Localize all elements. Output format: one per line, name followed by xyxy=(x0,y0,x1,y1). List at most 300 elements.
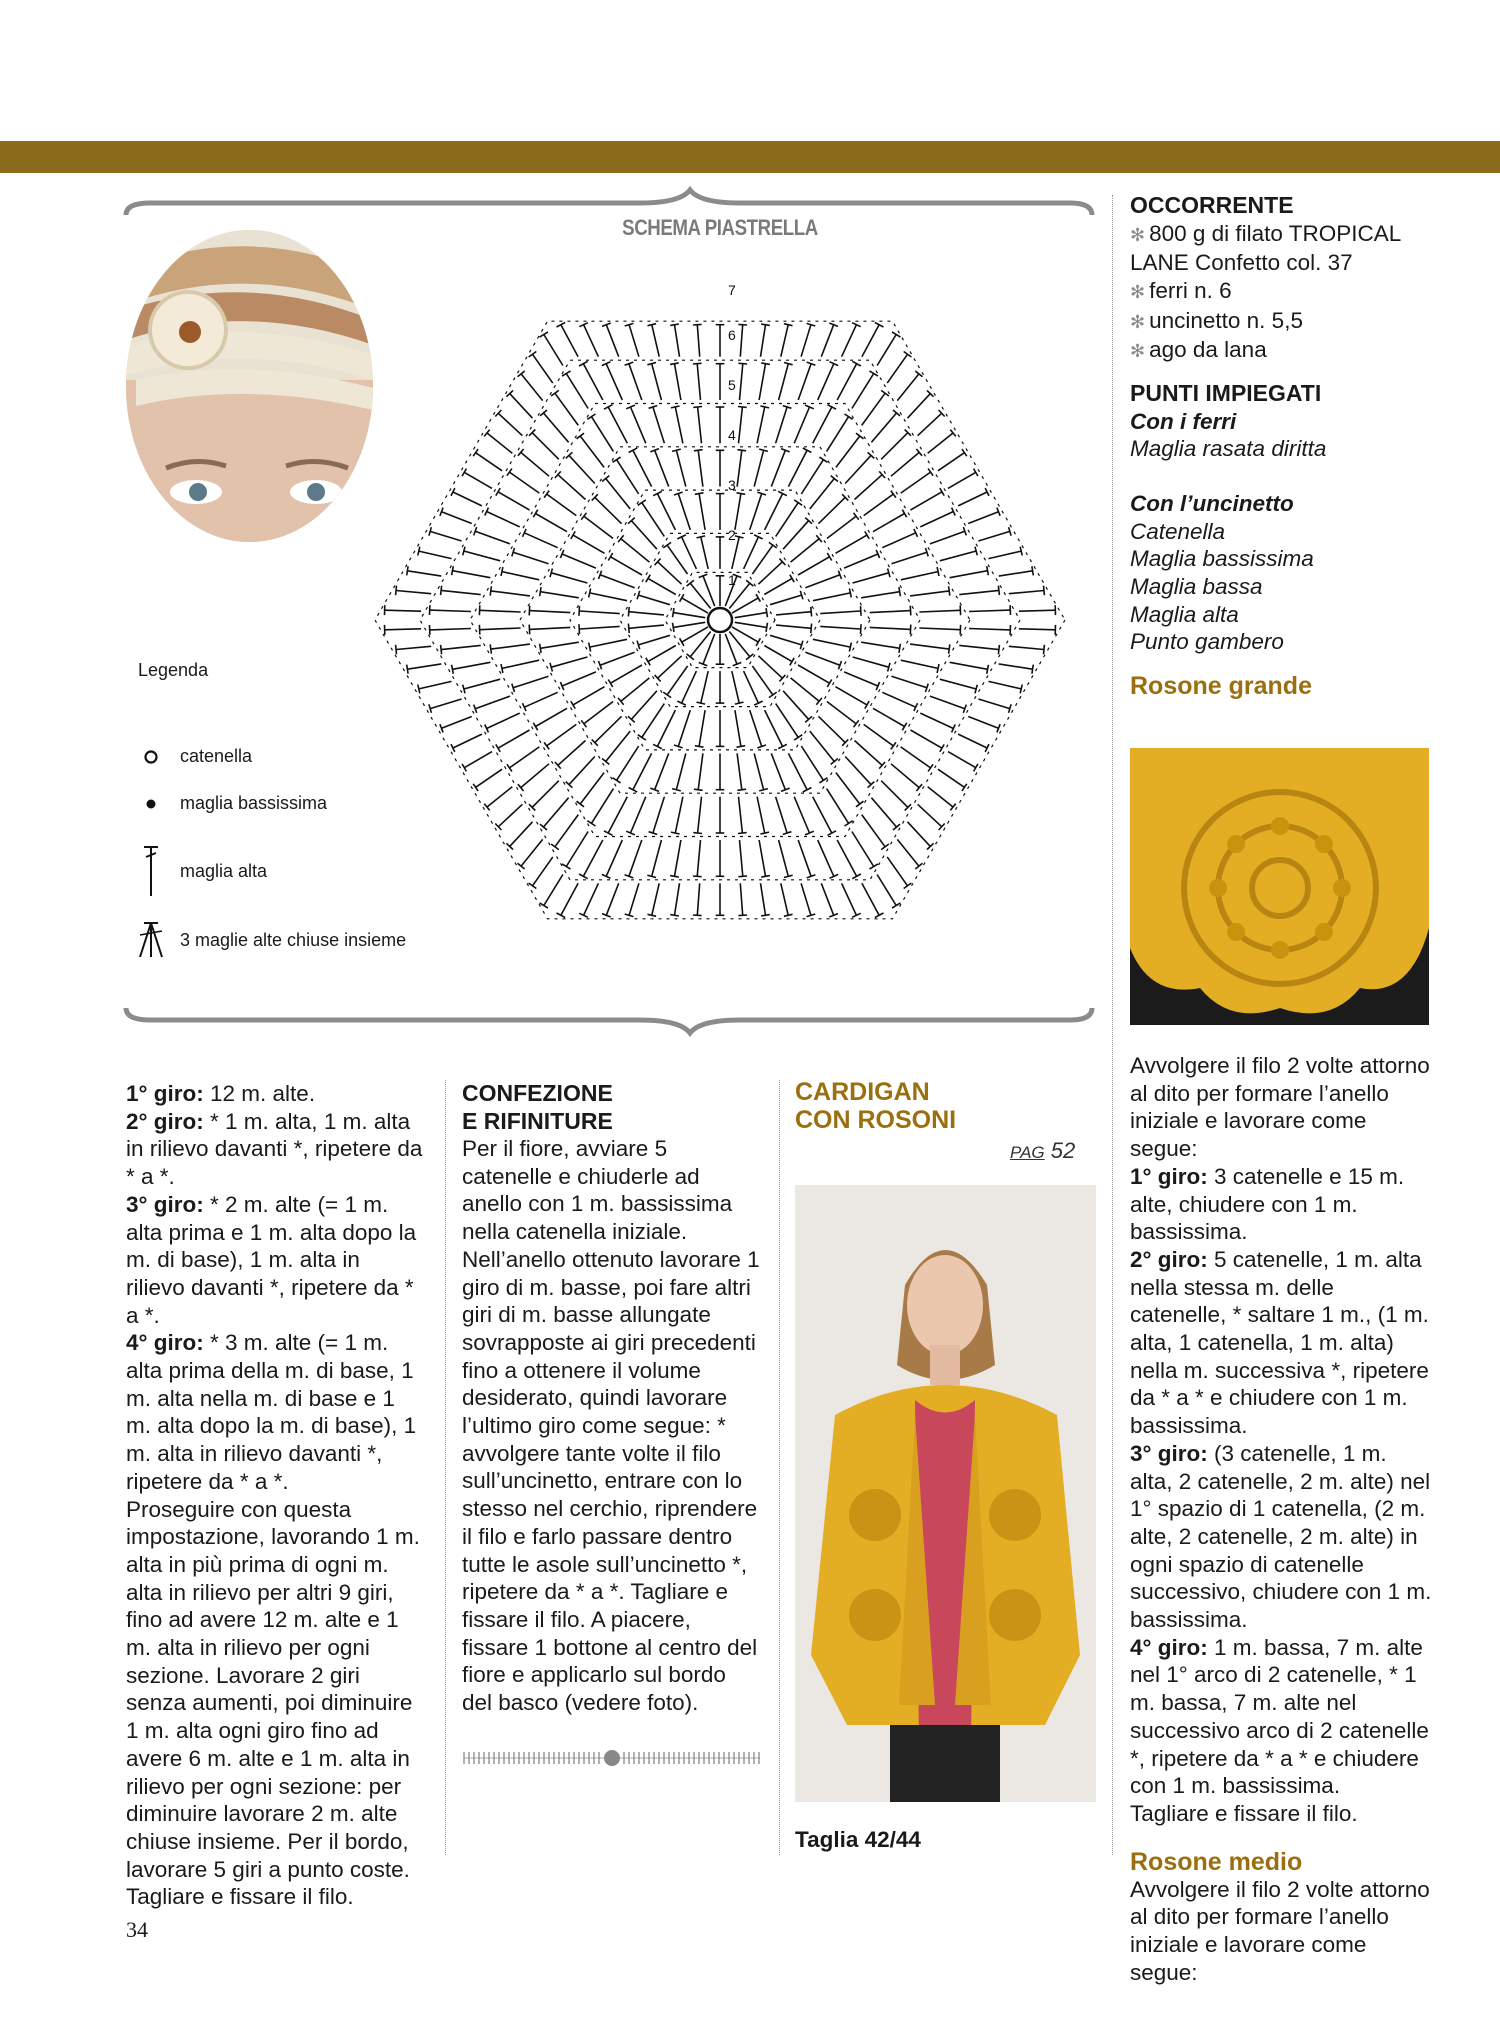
stitch-mark xyxy=(735,613,767,618)
stitch-mark xyxy=(735,622,767,627)
stitch-mark xyxy=(498,492,530,510)
stitch-mark xyxy=(950,571,988,578)
stitch-mark xyxy=(737,450,742,486)
stitch-mark xyxy=(453,662,491,669)
stitch-mark xyxy=(740,325,742,357)
stitch-mark xyxy=(805,575,840,588)
stitch-mark xyxy=(536,708,568,726)
rosone-grande-photo xyxy=(1130,748,1429,1025)
stitch-cap xyxy=(962,784,967,791)
stitch-mark xyxy=(901,572,938,580)
stitch-cap xyxy=(557,322,566,327)
stitch-mark xyxy=(480,610,521,612)
stitch-mark xyxy=(897,374,919,401)
stitch-cap xyxy=(551,844,559,850)
stitch-mark xyxy=(940,551,976,561)
stitch-cap xyxy=(490,644,491,653)
stitch-mark xyxy=(820,626,861,629)
stitch-mark xyxy=(779,840,789,876)
stitch-mark xyxy=(744,537,759,569)
stitch-cap xyxy=(819,457,827,462)
stitch-mark xyxy=(498,730,530,748)
stitch-cap xyxy=(670,363,679,365)
stitch-cap xyxy=(949,586,950,595)
stitch-mark xyxy=(754,753,763,789)
stitch-mark xyxy=(675,797,683,833)
stitch-mark xyxy=(836,773,860,804)
stitch-mark xyxy=(606,479,631,509)
stitch-mark xyxy=(968,717,998,729)
stitch-mark xyxy=(776,612,811,615)
stitch-mark xyxy=(573,687,605,705)
stitch-mark xyxy=(801,746,823,780)
stitch-mark xyxy=(918,413,942,435)
stitch-mark xyxy=(920,512,953,527)
stitch-cap xyxy=(608,680,612,688)
stitch-mark xyxy=(611,557,643,575)
stitch-cap xyxy=(473,449,478,456)
stitch-mark xyxy=(385,629,421,630)
stitch-mark xyxy=(579,626,620,629)
stitch-cap xyxy=(608,553,612,561)
stitch-mark xyxy=(682,537,697,569)
stitch-mark xyxy=(606,883,618,915)
stitch-cap xyxy=(738,407,747,408)
stitch-mark xyxy=(584,702,613,724)
uncinetto-item: Maglia alta xyxy=(1130,601,1239,627)
stitch-mark xyxy=(805,652,840,665)
stitch-mark xyxy=(757,797,765,833)
stitch-mark xyxy=(901,472,931,493)
stitch-mark xyxy=(442,717,472,729)
stitch-mark xyxy=(675,325,680,357)
stitch-mark xyxy=(877,335,896,366)
stitch-mark xyxy=(673,622,705,627)
stitch-cap xyxy=(694,450,703,451)
punti-title: PUNTI IMPIEGATI xyxy=(1130,380,1322,407)
round-number: 5 xyxy=(728,377,736,393)
stitch-mark xyxy=(533,857,553,886)
rosone-grande-end: Tagliare e fissare il filo. xyxy=(1130,1800,1358,1826)
stitch-cap xyxy=(533,510,537,518)
stitch-mark xyxy=(678,710,690,746)
stitch-mark xyxy=(740,364,743,400)
stitch-mark xyxy=(532,354,552,383)
stitch-mark xyxy=(675,840,681,876)
stitch-mark xyxy=(810,731,835,761)
stitch-mark xyxy=(701,671,708,703)
stitch-cap xyxy=(577,433,585,439)
stitch-cap xyxy=(540,644,542,653)
stitch-mark xyxy=(487,433,512,453)
stitch-cap xyxy=(766,608,768,617)
stitch-mark xyxy=(794,797,809,833)
stitch-cap xyxy=(784,875,793,877)
stitch-cap xyxy=(962,449,967,456)
stitch-mark xyxy=(648,578,676,594)
stitch-cap xyxy=(671,832,680,834)
stitch-cap xyxy=(861,624,862,634)
stitch-mark xyxy=(655,450,669,486)
stitch-mark xyxy=(783,691,809,720)
stitch-mark xyxy=(667,666,687,695)
stitch-cap xyxy=(761,363,770,365)
stitch-mark xyxy=(1009,591,1044,594)
stitch-cap xyxy=(452,665,454,674)
stitch-mark xyxy=(521,839,543,866)
stitch-mark xyxy=(573,535,605,553)
hexagon-crochet-diagram xyxy=(330,265,1110,975)
stitch-cap xyxy=(737,493,746,495)
stitch-mark xyxy=(562,672,596,686)
stitch-mark xyxy=(827,702,856,724)
stitch-mark xyxy=(580,773,604,804)
stitch-cap xyxy=(672,789,681,791)
stitch-mark xyxy=(701,537,708,569)
stitch-mark xyxy=(740,883,742,915)
stitch-mark xyxy=(801,325,811,357)
stitch-mark xyxy=(901,660,938,668)
stitch-mark xyxy=(498,804,522,826)
stitch-mark xyxy=(698,407,702,443)
stitch-cap xyxy=(766,623,768,632)
stitch-cap xyxy=(759,789,768,791)
asterisk-icon: ✻ xyxy=(1130,224,1146,245)
stitch-cap xyxy=(811,607,812,617)
stitch-mark xyxy=(566,374,588,409)
stitch-mark xyxy=(776,797,788,833)
stitch-mark xyxy=(818,364,834,400)
stitch-mark xyxy=(901,747,931,768)
stitch-cap xyxy=(529,606,530,616)
stitch-mark xyxy=(887,354,907,383)
stitch-mark xyxy=(633,450,652,486)
stitch-mark xyxy=(882,533,915,548)
stitch-mark xyxy=(959,645,999,649)
stitch-mark xyxy=(430,629,471,630)
stitch-cap xyxy=(949,644,950,653)
stitch-mark xyxy=(653,797,665,833)
stitch-cap xyxy=(875,913,884,918)
stitch-cap xyxy=(663,692,671,698)
stitch-mark xyxy=(697,840,700,876)
rosone-grande-title: Rosone grande xyxy=(1130,672,1312,701)
stitch-cap xyxy=(647,875,656,877)
stitch-mark xyxy=(430,531,462,541)
stitch-mark xyxy=(969,610,1010,611)
stitch-mark xyxy=(633,753,652,789)
page-reference[interactable]: PAG 52 xyxy=(1010,1138,1076,1163)
stitch-mark xyxy=(652,325,659,357)
stitch-mark xyxy=(844,672,878,686)
stitch-cap xyxy=(693,324,702,325)
beret-body-text: Proseguire con questa impostazione, lavorando 1 m. alta in più prima di ogni m. alta in rilievo per altri 9 giri, fino ad avere 12 m. alte e 1 m. alta in rilievo per ogni sezione. Lavorare 2 giri senza aumenti, poi diminuire 1 m. alta ogni giro fino ad avere 6 m. alte e 1 m. alta in rilievo per ogni sezione: per diminuire lavorare 2 m. alte chiuse insieme. Per il bordo, lavorare 5 giri a punto coste. Tagliare e fissare il filo. xyxy=(126,1496,420,1910)
stitch-mark xyxy=(590,639,628,647)
stitch-mark xyxy=(617,746,639,780)
stitch-mark xyxy=(754,450,763,486)
stitch-mark xyxy=(419,681,452,689)
stitch-mark xyxy=(532,433,559,460)
occorrente-item: ✻ 800 g di filato TROPICAL LANE Confetto col. 37 xyxy=(1130,220,1401,276)
stitch-mark xyxy=(682,671,697,703)
stitch-mark xyxy=(521,452,549,476)
uncinetto-item: Catenella xyxy=(1130,518,1226,544)
stitch-mark xyxy=(928,787,953,807)
stitch-mark xyxy=(861,592,900,598)
stitch-mark xyxy=(667,545,687,574)
stitch-mark xyxy=(524,533,557,548)
stitch-mark xyxy=(480,628,521,630)
stitch-mark xyxy=(491,644,530,649)
stitch-mark xyxy=(638,635,670,645)
stitch-mark xyxy=(606,840,622,876)
stitch-mark xyxy=(562,554,596,568)
stitch-mark xyxy=(642,503,665,537)
stitch-mark xyxy=(920,713,953,728)
stitch-mark xyxy=(697,364,700,400)
stitch-cap xyxy=(902,510,906,518)
stitch-cap xyxy=(1020,685,1022,694)
round-number: 1 xyxy=(728,572,736,588)
stitch-mark xyxy=(491,591,530,596)
stitch-mark xyxy=(698,753,703,789)
stitch-cap xyxy=(693,876,702,877)
stitch-cap xyxy=(671,406,680,408)
stitch-cap xyxy=(670,324,679,325)
stitch-cap xyxy=(937,567,939,576)
stitch-mark xyxy=(752,666,772,695)
stitch-mark xyxy=(871,413,896,442)
stitch-mark xyxy=(385,610,421,611)
stitch-cap xyxy=(827,553,831,561)
stitch-mark xyxy=(584,325,599,357)
stitch-mark xyxy=(547,494,577,515)
stitch-cap xyxy=(856,433,864,439)
cardigan-title-line2: CON ROSONI xyxy=(795,1106,957,1134)
stitch-cap xyxy=(891,491,896,498)
stitch-cap xyxy=(827,680,831,688)
stitch-cap xyxy=(761,915,770,916)
uncinetto-item: Maglia bassissima xyxy=(1130,546,1314,572)
stitch-mark xyxy=(881,433,908,460)
stitch-mark xyxy=(737,753,742,789)
stitch-mark xyxy=(558,475,586,500)
stitch-cap xyxy=(648,324,657,326)
uncinetto-item: Punto gambero xyxy=(1130,629,1284,655)
stitch-cap xyxy=(738,324,747,325)
stitch-cap xyxy=(737,746,746,748)
stitch-cap xyxy=(533,723,537,731)
stitch-cap xyxy=(928,764,933,771)
stitch-mark xyxy=(498,413,522,435)
stitch-mark xyxy=(532,781,559,808)
stitch-mark xyxy=(959,590,999,594)
stitch-mark xyxy=(771,450,785,486)
stitch-cap xyxy=(697,702,706,704)
stitch-mark xyxy=(611,665,643,683)
stitch-cap xyxy=(579,624,580,634)
stitch-mark xyxy=(608,797,627,833)
stitch-mark xyxy=(407,664,441,669)
stitch-mark xyxy=(764,578,792,594)
column-divider xyxy=(1112,195,1113,1855)
stitch-mark xyxy=(770,595,802,605)
stitch-mark xyxy=(910,644,949,649)
stitch-mark xyxy=(844,554,878,568)
stitch-mark xyxy=(476,769,503,787)
stitch-mark xyxy=(877,875,896,906)
stitch-mark xyxy=(870,611,911,613)
stitch-mark xyxy=(464,679,500,689)
filled-dot-icon xyxy=(134,796,168,812)
stitch-mark xyxy=(918,804,942,826)
stitch-cap xyxy=(501,567,503,576)
stitch-mark xyxy=(561,883,578,915)
stitch-mark xyxy=(881,781,908,808)
stitch-mark xyxy=(540,592,579,598)
stitch-cap xyxy=(937,664,939,673)
stitch-cap xyxy=(540,587,542,596)
stitch-mark xyxy=(813,593,851,601)
stitch-mark xyxy=(788,450,807,486)
stitch-cap xyxy=(452,566,454,575)
stitch-cap xyxy=(628,607,629,617)
stitch-mark xyxy=(818,716,845,742)
stitch-mark xyxy=(591,417,613,452)
stitch-mark xyxy=(794,407,809,443)
slider-ornament xyxy=(462,1746,762,1770)
stitch-mark xyxy=(678,494,690,530)
stitch-cap xyxy=(693,407,702,408)
occorrente-item: ✻ ferri n. 6 xyxy=(1130,277,1232,303)
stitch-mark xyxy=(739,407,743,443)
stitch-mark xyxy=(897,839,919,866)
stitch-cap xyxy=(396,586,397,596)
stitch-mark xyxy=(948,472,976,488)
stitch-mark xyxy=(735,710,741,746)
stitch-mark xyxy=(631,691,657,720)
stitch-mark xyxy=(735,494,741,530)
stitch-cap xyxy=(881,390,889,396)
stitch-mark xyxy=(642,704,665,738)
stitch-mark xyxy=(629,364,642,400)
stitch-mark xyxy=(698,450,703,486)
stitch-mark xyxy=(892,552,927,564)
stitch-mark xyxy=(798,364,811,400)
round-number: 7 xyxy=(728,282,736,298)
schema-title: SCHEMA PIASTRELLA xyxy=(622,215,818,240)
stitch-mark xyxy=(989,551,1022,559)
stitch-cap xyxy=(737,789,746,790)
stitch-mark xyxy=(658,656,682,678)
stitch-mark xyxy=(968,512,998,524)
stitch-mark xyxy=(757,407,765,443)
stitch-mark xyxy=(510,394,533,419)
stitch-mark xyxy=(648,646,676,662)
stitch-mark xyxy=(566,832,588,867)
stitch-mark xyxy=(579,611,620,614)
stitch-mark xyxy=(761,883,766,915)
stitch-cap xyxy=(1020,547,1022,556)
stitch-mark xyxy=(862,393,885,425)
stitch-mark xyxy=(999,571,1033,576)
stitch-mark xyxy=(928,433,953,453)
stitch-cap xyxy=(418,547,420,556)
stitch-mark xyxy=(862,815,885,847)
stitch-mark xyxy=(958,734,987,748)
stitch-mark xyxy=(584,516,613,538)
stitch-mark xyxy=(891,764,919,788)
stitch-mark xyxy=(919,610,960,612)
stitch-mark xyxy=(655,753,669,789)
stitch-mark xyxy=(813,407,832,443)
confezione-text: Per il fiore, avviare 5 catenelle e chiuderle ad anello con 1 m. bassissima nella catenella iniziale. Nell’anello ottenuto lavorare 1 giro di m. basse, poi fare altri giri di m. basse allungate sovrapposte ai giri precedenti fino a ottenere il volume desiderato, quindi lavorare l’ultimo giro come segue: * avvolgere tante volte il filo sull’uncinetto, entrare con lo stesso nel cerchio, riprendere il filo e farlo passare dentro tutte le asole sull’uncinetto *, ripetere da * a *. Tagliare e fissare il filo. A piacere, fissare 1 bottone al centro del fiore e applicarlo sul bordo del basco (vedere foto). xyxy=(462,1136,760,1716)
occorrente-title: OCCORRENTE xyxy=(1130,192,1294,218)
stitch-cap xyxy=(579,606,580,616)
stitch-cap xyxy=(663,542,671,548)
stitch-cap xyxy=(694,789,703,790)
stitch-mark xyxy=(740,840,743,876)
stitch-mark xyxy=(759,364,765,400)
stitch-mark xyxy=(862,325,879,357)
stitch-mark xyxy=(732,671,739,703)
round-number: 2 xyxy=(728,527,736,543)
round-1: 1° giro: 12 m. alte. xyxy=(126,1081,316,1106)
stitch-mark xyxy=(750,710,762,746)
rosone-instructions xyxy=(1130,1052,1435,1987)
stitch-mark xyxy=(558,741,586,766)
confezione-heading: CONFEZIONE xyxy=(462,1080,613,1106)
stitch-mark xyxy=(540,642,579,648)
stitch-mark xyxy=(419,551,452,559)
stitch-mark xyxy=(453,492,482,506)
stitch-mark xyxy=(396,646,431,649)
stitch-mark xyxy=(882,692,915,707)
stitch-mark xyxy=(617,460,639,494)
column-divider xyxy=(779,1080,780,1855)
stitch-mark xyxy=(510,822,533,847)
stitch-cap xyxy=(899,644,901,653)
stitch-mark xyxy=(590,593,628,601)
stitch-mark xyxy=(837,840,856,876)
stitch-mark xyxy=(509,747,539,768)
rosone-grande-intro: Avvolgere il filo 2 volte attorno al dito per formare l’anello iniziale e lavorare come segue: xyxy=(1130,1053,1430,1162)
stitch-cap xyxy=(695,746,704,748)
stitch-mark xyxy=(606,364,622,400)
stitch-mark xyxy=(818,497,845,523)
stitch-cap xyxy=(856,801,864,807)
stitch-mark xyxy=(652,840,662,876)
stitch-cap xyxy=(875,322,884,327)
stitch-cap xyxy=(551,390,559,396)
stitch-cap xyxy=(695,493,704,495)
stitch-mark xyxy=(513,676,548,688)
stitch-mark xyxy=(453,734,482,748)
stitch-mark xyxy=(999,664,1033,669)
stitch-cap xyxy=(845,414,853,419)
stitch-mark xyxy=(464,752,492,768)
stitch-mark xyxy=(873,708,905,726)
stitch-cap xyxy=(670,876,679,878)
stitch-mark xyxy=(569,455,595,483)
stitch-mark xyxy=(801,883,811,915)
stitch-mark xyxy=(521,374,543,401)
stitch-cap xyxy=(975,547,977,556)
stitch-mark xyxy=(845,455,871,483)
column-divider xyxy=(445,1080,446,1855)
stitch-mark xyxy=(969,629,1010,630)
stitch-mark xyxy=(776,503,799,537)
